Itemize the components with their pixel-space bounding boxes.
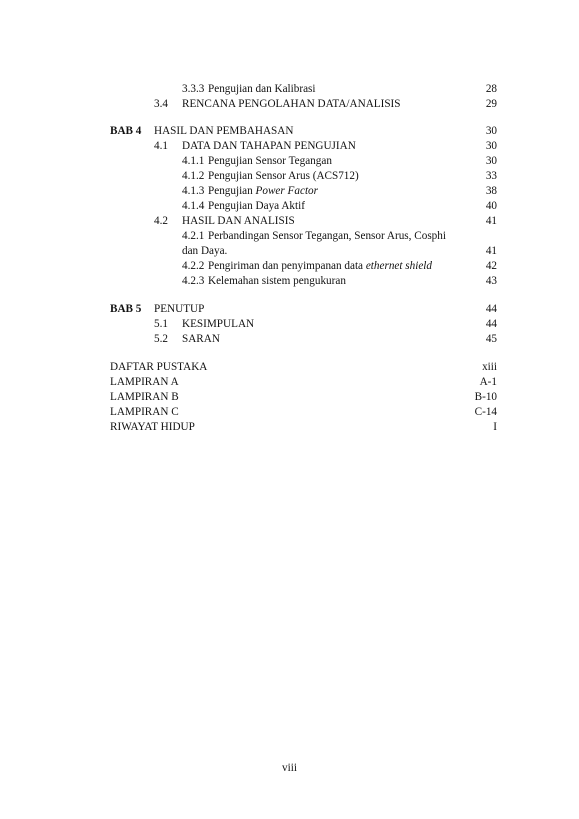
page-number-footer: viii (282, 762, 297, 774)
toc-page: C-14 (474, 406, 497, 418)
toc-number: 4.1.4 (182, 200, 205, 212)
toc-page: I (493, 421, 497, 433)
toc-number: 5.1 (154, 318, 168, 330)
toc-page: 30 (485, 155, 497, 167)
toc-page: 44 (485, 303, 497, 315)
toc-entry-lampiran-c (0, 405, 579, 419)
toc-number: 4.2 (154, 215, 168, 227)
toc-number: 4.2.1 (182, 230, 205, 242)
toc-entry-4-2 (0, 214, 579, 228)
toc-title: RENCANA PENGOLAHAN DATA/ANALISIS (182, 98, 401, 110)
toc-title: Pengujian Daya Aktif (208, 200, 305, 212)
toc-entry-4-1-1 (0, 154, 579, 168)
toc-number: 4.2.2 (182, 260, 205, 272)
toc-title-text: Pengiriman dan penyimpanan data (208, 260, 366, 272)
toc-title: HASIL DAN ANALISIS (182, 215, 295, 227)
toc-title: LAMPIRAN B (110, 391, 179, 403)
toc-chapter-label: BAB 5 (110, 303, 142, 315)
toc-page: 44 (485, 318, 497, 330)
toc-chapter-label: BAB 4 (110, 125, 142, 137)
toc-entry-daftar-pustaka (0, 360, 579, 374)
toc-entry-lampiran-b (0, 390, 579, 404)
toc-title-line-2: dan Daya. (182, 245, 228, 257)
toc-page: A-1 (479, 376, 497, 388)
toc-page: 41 (485, 245, 497, 257)
toc-page: 43 (485, 275, 497, 287)
toc-entry-5-1 (0, 317, 579, 331)
toc-title: PENUTUP (154, 303, 205, 315)
toc-number: 4.1.2 (182, 170, 205, 182)
toc-title: LAMPIRAN C (110, 406, 179, 418)
toc-title: RIWAYAT HIDUP (110, 421, 195, 433)
toc-entry-4-1-2 (0, 169, 579, 183)
toc-entry-4-2-1-continued (0, 244, 579, 258)
toc-number: 3.4 (154, 98, 168, 110)
toc-page: 41 (485, 215, 497, 227)
toc-page: 28 (485, 83, 497, 95)
toc-page: 40 (485, 200, 497, 212)
toc-entry-4-1-4 (0, 199, 579, 213)
toc-entry-riwayat-hidup (0, 420, 579, 434)
toc-title: Pengujian Sensor Arus (ACS712) (208, 170, 359, 182)
toc-title-italic: ethernet shield (365, 260, 433, 272)
toc-entry-lampiran-a (0, 375, 579, 389)
toc-entry-bab-4 (0, 124, 579, 138)
toc-title-text: Pengujian (208, 185, 256, 197)
toc-page: 38 (485, 185, 497, 197)
toc-title: SARAN (182, 333, 220, 345)
toc-title: LAMPIRAN A (110, 376, 179, 388)
toc-title: Pengujian Sensor Tegangan (208, 155, 332, 167)
toc-page: 30 (485, 125, 497, 137)
toc-title: KESIMPULAN (182, 318, 255, 330)
toc-page: 45 (485, 333, 497, 345)
toc-page: 29 (485, 98, 497, 110)
toc-page: B-10 (474, 391, 497, 403)
toc-number: 4.1.1 (182, 155, 205, 167)
toc-entry-4-2-3 (0, 274, 579, 288)
toc-title: DAFTAR PUSTAKA (110, 361, 208, 373)
toc-entry-4-2-2 (0, 259, 579, 273)
toc-title: DATA DAN TAHAPAN PENGUJIAN (182, 140, 356, 152)
toc-page: xiii (482, 361, 497, 373)
toc-entry-bab-5 (0, 302, 579, 316)
toc-title (208, 184, 318, 198)
toc-title: HASIL DAN PEMBAHASAN (154, 125, 294, 137)
toc-page: 30 (485, 140, 497, 152)
toc-title-italic: Power Factor (255, 185, 319, 197)
toc-entry-4-1-3 (0, 184, 579, 198)
toc-entry-4-1 (0, 139, 579, 153)
toc-title (208, 259, 432, 273)
toc-entry-5-2 (0, 332, 579, 346)
toc-number: 4.1.3 (182, 185, 205, 197)
toc-title: Pengujian dan Kalibrasi (208, 83, 316, 95)
toc-page: 42 (485, 260, 497, 272)
toc-number: 4.1 (154, 140, 168, 152)
toc-number: 5.2 (154, 333, 168, 345)
toc-number: 4.2.3 (182, 275, 205, 287)
toc-title-line-1: Perbandingan Sensor Tegangan, Sensor Arus, Cosphi (208, 230, 446, 242)
toc-entry-3-4 (0, 97, 579, 111)
toc-title: Kelemahan sistem pengukuran (208, 275, 346, 287)
toc-entry-4-2-1 (0, 229, 579, 243)
toc-page: 33 (485, 170, 497, 182)
toc-entry-3-3-3 (0, 82, 579, 96)
toc-number: 3.3.3 (182, 83, 205, 95)
